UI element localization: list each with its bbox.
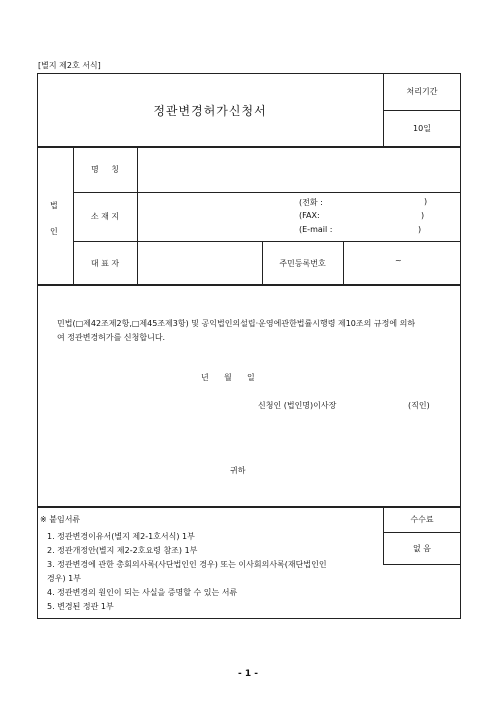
name-label: 명 칭 (91, 165, 119, 174)
attachment-item: 4. 정관변경의 원인이 되는 사실을 증명할 수 있는 서류 (47, 588, 238, 597)
registration-number-label: 주민등록번호 (279, 258, 326, 268)
fee-value: 없 음 (413, 543, 431, 553)
attachment-item: 1. 정관변경이유서(별지 제2-1호서식) 1부 (47, 532, 195, 541)
divider (137, 147, 138, 285)
processing-label: 처리기간 (406, 87, 438, 96)
attachments-header: ※ 붙임서류 (40, 515, 81, 524)
recipient-label: 귀하 (230, 466, 246, 475)
phone-close: ) (424, 197, 428, 206)
registration-number-value: ~ (395, 256, 402, 265)
divider (343, 241, 344, 285)
representative-label: 대 표 자 (90, 258, 120, 268)
fee-label: 수수료 (410, 515, 434, 524)
email-field: (E-mail : (299, 225, 333, 234)
form-title: 정관변경허가신청서 (153, 103, 267, 118)
application-text-line-1: 민법(□제42조제2항,□제45조제3항) 및 공익법인의설립·운영에관한법률시행령 제10조의 규정에 의하 (57, 319, 416, 328)
divider (383, 564, 461, 565)
application-text-line-2: 여 정관변경허가를 신청합니다. (57, 333, 166, 342)
fax-field: (FAX: (299, 211, 320, 220)
attachment-item: 2. 정관개정안(별지 제2-2호요령 참조) 1부 (47, 546, 198, 555)
fax-close: ) (421, 211, 425, 220)
processing-value: 10일 (413, 124, 431, 133)
form-number: [별지 제2호 서식] (38, 61, 101, 70)
attachment-item: 경우) 1부 (47, 574, 81, 583)
attachment-item: 3. 정관변경에 관한 총회의사록(사단법인인 경우) 또는 이사회의사록(재단법인인 (47, 560, 327, 569)
date-line: 년 월 일 (201, 373, 255, 382)
page-number: - 1 - (238, 669, 258, 679)
phone-field: (전화 : (299, 198, 323, 207)
email-close: ) (418, 225, 422, 234)
applicant-line: 신청인 (법인명)이사장 (258, 401, 337, 410)
seal-label: (직인) (408, 401, 430, 410)
address-label: 소 재 지 (90, 212, 120, 221)
corporation-side-label-2: 인 (50, 227, 58, 236)
attachment-item: 5. 변경된 정관 1부 (47, 602, 114, 611)
corporation-side-label-1: 법 (50, 201, 58, 210)
